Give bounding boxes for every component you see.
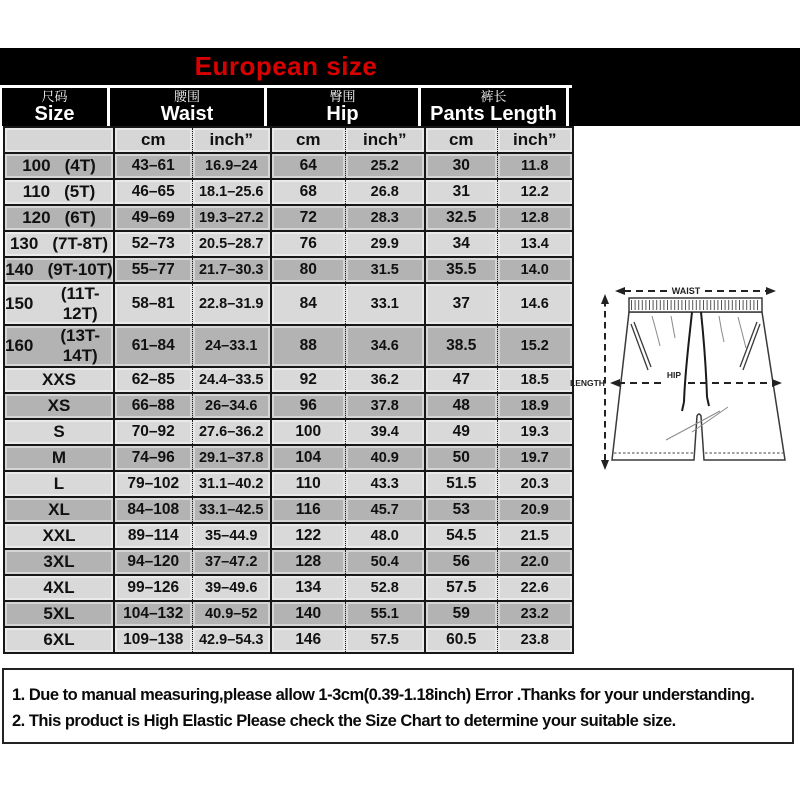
size-cell (4, 325, 114, 367)
hip-cm-cell: 84 (271, 283, 345, 325)
size-age-tag: (7T-8T) (52, 234, 109, 253)
length-cm-cell: 53 (425, 497, 497, 523)
hip-cm-cell: 122 (271, 523, 345, 549)
length-inch-cell: 11.8 (497, 153, 573, 179)
size-cell: XXS (4, 367, 114, 393)
table-row (4, 205, 573, 231)
hip-inch-cell: 28.3 (345, 205, 425, 231)
waist-inch-cell: 24–33.1 (192, 325, 271, 367)
size-cell (4, 257, 114, 283)
column-group-headers (0, 88, 572, 126)
table-row (4, 283, 573, 325)
waist-inch-cell: 31.1–40.2 (192, 471, 271, 497)
page-title: European size (194, 51, 378, 81)
size-code: 130 (9, 234, 39, 253)
hip-inch-cell: 25.2 (345, 153, 425, 179)
size-code: 120 (22, 208, 51, 227)
size-age-tag: (5T) (64, 182, 96, 201)
hip-cm-cell: 104 (271, 445, 345, 471)
unit-header-length-inch: inch” (497, 127, 573, 153)
size-code: 160 (5, 336, 34, 355)
length-inch-cell: 22.0 (497, 549, 573, 575)
hip-label-en: Hip (326, 102, 359, 125)
table-row (4, 367, 573, 393)
size-code: 140 (5, 260, 34, 279)
length-cm-cell: 59 (425, 601, 497, 627)
length-cm-cell: 47 (425, 367, 497, 393)
hip-cm-cell: 96 (271, 393, 345, 419)
waist-cm-cell: 89–114 (114, 523, 192, 549)
waist-inch-cell: 18.1–25.6 (192, 179, 271, 205)
length-cm-cell: 57.5 (425, 575, 497, 601)
size-cell: 3XL (4, 549, 114, 575)
length-cm-cell: 34 (425, 231, 497, 257)
waist-label-zh: 腰围 (173, 88, 200, 104)
length-cm-cell: 51.5 (425, 471, 497, 497)
unit-header-waist-inch: inch” (192, 127, 271, 153)
size-cell: 5XL (4, 601, 114, 627)
table-row (4, 575, 573, 601)
length-inch-cell: 12.2 (497, 179, 573, 205)
hip-cm-cell: 88 (271, 325, 345, 367)
hip-inch-cell: 43.3 (345, 471, 425, 497)
unit-header-hip-inch: inch” (345, 127, 425, 153)
hip-label-zh: 臀围 (329, 88, 356, 104)
hip-cm-cell: 72 (271, 205, 345, 231)
size-cell: XL (4, 497, 114, 523)
waist-cm-cell: 61–84 (114, 325, 192, 367)
waist-inch-cell: 35–44.9 (192, 523, 271, 549)
table-row (4, 325, 573, 367)
hip-cm-cell: 134 (271, 575, 345, 601)
waist-inch-cell: 16.9–24 (192, 153, 271, 179)
hip-inch-cell: 39.4 (345, 419, 425, 445)
waist-inch-cell: 40.9–52 (192, 601, 271, 627)
table-row (4, 179, 573, 205)
size-cell (4, 179, 114, 205)
length-inch-cell: 14.6 (497, 283, 573, 325)
column-header-waist (110, 88, 267, 126)
waist-cm-cell: 109–138 (114, 627, 192, 653)
length-inch-cell: 21.5 (497, 523, 573, 549)
hip-cm-cell: 146 (271, 627, 345, 653)
note-line-2: 2. This product is High Elastic Please check the Size Chart to determine your suitable size. (12, 712, 676, 730)
waist-cm-cell: 55–77 (114, 257, 192, 283)
length-inch-cell: 14.0 (497, 257, 573, 283)
size-cell: XXL (4, 523, 114, 549)
hip-inch-cell: 31.5 (345, 257, 425, 283)
hip-inch-cell: 26.8 (345, 179, 425, 205)
hip-cm-cell: 80 (271, 257, 345, 283)
waist-inch-cell: 22.8–31.9 (192, 283, 271, 325)
size-cell: S (4, 419, 114, 445)
waist-inch-cell: 33.1–42.5 (192, 497, 271, 523)
size-age-tag: (4T) (64, 156, 96, 175)
table-row (4, 257, 573, 283)
waist-cm-cell: 49–69 (114, 205, 192, 231)
unit-header-row (4, 127, 573, 153)
waist-inch-cell: 29.1–37.8 (192, 445, 271, 471)
hip-inch-cell: 57.5 (345, 627, 425, 653)
hip-inch-cell: 29.9 (345, 231, 425, 257)
length-cm-cell: 37 (425, 283, 497, 325)
notes-box (2, 668, 794, 744)
length-cm-cell: 48 (425, 393, 497, 419)
length-cm-cell: 35.5 (425, 257, 497, 283)
size-table-body (4, 127, 573, 653)
waist-cm-cell: 43–61 (114, 153, 192, 179)
column-header-size (0, 88, 110, 126)
waist-inch-cell: 20.5–28.7 (192, 231, 271, 257)
table-row (4, 523, 573, 549)
size-code: 110 (22, 182, 51, 201)
length-arrowhead-bottom (601, 460, 609, 470)
hip-inch-cell: 37.8 (345, 393, 425, 419)
size-code: 100 (22, 156, 51, 175)
table-row (4, 549, 573, 575)
length-cm-cell: 30 (425, 153, 497, 179)
waist-inch-cell: 24.4–33.5 (192, 367, 271, 393)
table-row (4, 419, 573, 445)
hip-arrowhead-left (610, 379, 620, 387)
length-inch-cell: 13.4 (497, 231, 573, 257)
size-cell: M (4, 445, 114, 471)
waist-cm-cell: 99–126 (114, 575, 192, 601)
hip-inch-cell: 40.9 (345, 445, 425, 471)
waist-cm-cell: 94–120 (114, 549, 192, 575)
hip-cm-cell: 116 (271, 497, 345, 523)
length-cm-cell: 54.5 (425, 523, 497, 549)
hip-inch-cell: 36.2 (345, 367, 425, 393)
hip-cm-cell: 110 (271, 471, 345, 497)
waist-inch-cell: 39–49.6 (192, 575, 271, 601)
shorts-measurement-diagram (568, 266, 800, 494)
table-row (4, 601, 573, 627)
column-header-hip (267, 88, 421, 126)
length-inch-cell: 19.7 (497, 445, 573, 471)
hip-inch-cell: 48.0 (345, 523, 425, 549)
waist-cm-cell: 52–73 (114, 231, 192, 257)
table-row (4, 627, 573, 653)
waist-cm-cell: 66–88 (114, 393, 192, 419)
note-line-1: 1. Due to manual measuring,please allow 1-3cm(0.39-1.18inch) Error .Thanks for your understanding. (12, 686, 755, 704)
length-inch-cell: 23.2 (497, 601, 573, 627)
waist-label-en: Waist (160, 102, 214, 125)
size-age-tag: (11T-12T) (60, 284, 100, 323)
length-inch-cell: 19.3 (497, 419, 573, 445)
length-inch-cell: 12.8 (497, 205, 573, 231)
hip-inch-cell: 33.1 (345, 283, 425, 325)
table-row (4, 153, 573, 179)
table-row (4, 231, 573, 257)
hip-cm-cell: 92 (271, 367, 345, 393)
unit-header-blank (4, 127, 114, 153)
size-age-tag: (6T) (64, 208, 96, 227)
unit-header-waist-cm: cm (114, 127, 192, 153)
size-age-tag: (13T-14T) (60, 326, 101, 365)
size-code: 150 (5, 294, 34, 313)
size-cell: 4XL (4, 575, 114, 601)
hip-cm-cell: 128 (271, 549, 345, 575)
hip-inch-cell: 45.7 (345, 497, 425, 523)
table-row (4, 471, 573, 497)
waist-inch-cell: 37–47.2 (192, 549, 271, 575)
size-label-en: Size (34, 102, 75, 125)
hip-inch-cell: 52.8 (345, 575, 425, 601)
waist-inch-cell: 19.3–27.2 (192, 205, 271, 231)
waist-cm-cell: 79–102 (114, 471, 192, 497)
size-label-zh: 尺码 (41, 88, 68, 104)
size-cell: L (4, 471, 114, 497)
hip-cm-cell: 100 (271, 419, 345, 445)
table-row (4, 393, 573, 419)
hip-inch-cell: 34.6 (345, 325, 425, 367)
length-inch-cell: 18.5 (497, 367, 573, 393)
waist-arrowhead-right (766, 287, 776, 295)
length-inch-cell: 18.9 (497, 393, 573, 419)
length-cm-cell: 31 (425, 179, 497, 205)
size-chart-table (3, 126, 574, 654)
length-dim-label: LENGTH (570, 378, 605, 388)
hip-inch-cell: 50.4 (345, 549, 425, 575)
hip-inch-cell: 55.1 (345, 601, 425, 627)
column-header-pants-length (421, 88, 569, 126)
unit-header-hip-cm: cm (271, 127, 345, 153)
length-cm-cell: 49 (425, 419, 497, 445)
waist-dim-label: WAIST (671, 286, 701, 296)
waist-arrowhead-left (615, 287, 625, 295)
length-inch-cell: 15.2 (497, 325, 573, 367)
length-inch-cell: 20.3 (497, 471, 573, 497)
unit-header-length-cm: cm (425, 127, 497, 153)
hip-arrowhead-right (772, 379, 782, 387)
size-cell (4, 153, 114, 179)
size-cell: 6XL (4, 627, 114, 653)
size-age-tag: (9T-10T) (47, 260, 113, 279)
length-label-en: Pants Length (430, 102, 557, 125)
length-inch-cell: 23.8 (497, 627, 573, 653)
size-cell (4, 231, 114, 257)
hip-cm-cell: 76 (271, 231, 345, 257)
length-cm-cell: 38.5 (425, 325, 497, 367)
waist-inch-cell: 42.9–54.3 (192, 627, 271, 653)
shorts-outline (612, 298, 785, 460)
length-cm-cell: 60.5 (425, 627, 497, 653)
length-inch-cell: 22.6 (497, 575, 573, 601)
length-arrowhead-top (601, 294, 609, 304)
waist-cm-cell: 58–81 (114, 283, 192, 325)
hip-cm-cell: 64 (271, 153, 345, 179)
waist-cm-cell: 62–85 (114, 367, 192, 393)
length-inch-cell: 20.9 (497, 497, 573, 523)
table-row (4, 445, 573, 471)
length-cm-cell: 56 (425, 549, 497, 575)
waist-cm-cell: 84–108 (114, 497, 192, 523)
hip-dim-label: HIP (666, 370, 682, 380)
size-cell (4, 283, 114, 325)
waist-cm-cell: 104–132 (114, 601, 192, 627)
table-row (4, 497, 573, 523)
hip-cm-cell: 140 (271, 601, 345, 627)
waist-inch-cell: 21.7–30.3 (192, 257, 271, 283)
size-cell: XS (4, 393, 114, 419)
length-label-zh: 裤长 (480, 88, 507, 104)
hip-cm-cell: 68 (271, 179, 345, 205)
waist-cm-cell: 74–96 (114, 445, 192, 471)
waist-inch-cell: 26–34.6 (192, 393, 271, 419)
length-cm-cell: 32.5 (425, 205, 497, 231)
table-header-block (0, 48, 800, 126)
waist-inch-cell: 27.6–36.2 (192, 419, 271, 445)
waist-cm-cell: 70–92 (114, 419, 192, 445)
length-cm-cell: 50 (425, 445, 497, 471)
size-cell (4, 205, 114, 231)
waist-cm-cell: 46–65 (114, 179, 192, 205)
